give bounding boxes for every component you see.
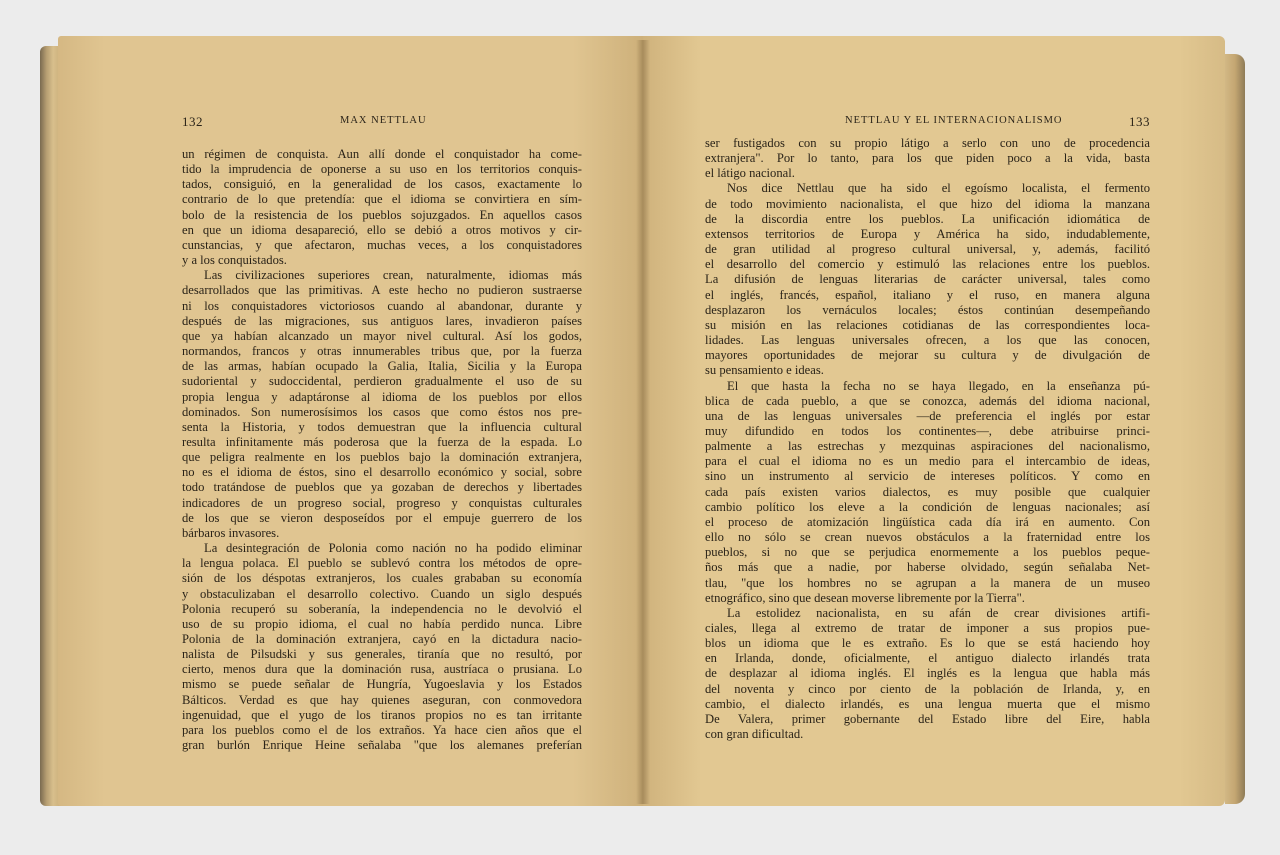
text-line: cambio, el dialecto irlandés, es una lengua muerta que el mismo bbox=[705, 696, 1150, 711]
left-page-header bbox=[182, 114, 582, 132]
text-line: Bálticos. Verdad es que hay quienes aseguran, con conmovedora bbox=[182, 692, 582, 707]
text-line: El que hasta la fecha no se haya llegado, en la enseñanza pú- bbox=[727, 378, 1150, 393]
text-line: De Valera, primer gobernante del Estado libre del Eire, habla bbox=[705, 711, 1150, 726]
text-line: ingenuidad, que el yugo de los tiranos propios no es tan irritante bbox=[182, 707, 582, 722]
text-line: La difusión de lenguas literarias de carácter universal, tales como bbox=[705, 272, 1150, 287]
text-line: de gran utilidad al progreso cultural universal, y, además, facilitó bbox=[705, 242, 1150, 257]
text-line: ser fustigados con su propio látigo a serlo con uno de procedencia bbox=[705, 136, 1150, 150]
text-line: sino un instrumento al servicio de intereses políticos. Y como en bbox=[705, 469, 1150, 484]
text-line: el proceso de atomización lingüística cada día irá en aumento. Con bbox=[705, 514, 1150, 529]
text-line: tido la imprudencia de oponerse a su uso en los territorios conquis- bbox=[182, 162, 582, 177]
text-line: su pensamiento e ideas. bbox=[705, 363, 824, 378]
text-line: en que un idioma desapareció, ello se debió a otros motivos y cir- bbox=[182, 222, 582, 237]
left-running-head: MAX NETTLAU bbox=[340, 115, 427, 126]
text-line: normandos, francos y otras innumerables tribus que, por la fuerza bbox=[182, 344, 582, 359]
text-line: sudoriental y sudoccidental, perdieron gradualmente el uso de su bbox=[182, 374, 582, 389]
text-line: su misión en las relaciones cotidianas de las correspondientes loca- bbox=[705, 317, 1150, 332]
text-line: ello no sólo se crean nuevos obstáculos a la fraternidad entre los bbox=[705, 530, 1150, 545]
text-line: dominados. Son numerosísimos los casos que como éstos nos pre- bbox=[182, 404, 582, 419]
text-line: después de las migraciones, sus antiguos lares, invadieron países bbox=[182, 313, 582, 328]
text-line: ciales, llega al extremo de tratar de imponer a sus propios pue- bbox=[705, 621, 1150, 635]
text-line: contrario de lo que pretendía: que el idioma se convirtiera en sím- bbox=[182, 192, 582, 207]
text-line: extensos territorios de Europa y América ha sido, indudablemente, bbox=[705, 226, 1150, 241]
book-gutter bbox=[636, 40, 650, 804]
text-line: cierto, menos dura que la dominación rusa, austríaca o prusiana. Lo bbox=[182, 662, 582, 677]
text-line: propia lengua y adaptáronse al idioma de los pueblos por ellos bbox=[182, 389, 582, 404]
text-line: la lengua polaca. El pueblo se sublevó contra los métodos de opre- bbox=[182, 556, 582, 571]
left-page-number: 132 bbox=[182, 114, 203, 129]
text-line: el desarrollo del comercio y estimuló las relaciones entre los pueblos. bbox=[705, 257, 1150, 272]
text-line: senta la Historia, y todos demuestran que la influencia cultural bbox=[182, 419, 582, 434]
left-page bbox=[58, 36, 643, 806]
text-line: todo tratándose de pueblos que ya gozaban de derechos y libertades bbox=[182, 480, 582, 495]
text-line: Las civilizaciones superiores crean, naturalmente, idiomas más bbox=[204, 268, 582, 283]
right-page bbox=[643, 36, 1225, 806]
text-line: cunstancias, y que afectaron, muchas veces, a los conquistadores bbox=[182, 237, 582, 252]
text-line: de las armas, habían ocupado la Galia, Italia, Sicilia y la Europa bbox=[182, 359, 582, 374]
right-page-number: 133 bbox=[1129, 114, 1150, 129]
text-line: de los que se vieron desposeídos por el empuje guerrero de los bbox=[182, 510, 582, 525]
text-line: que ya habían alcanzado un mayor nivel cultural. Así los godos, bbox=[182, 328, 582, 343]
text-line: lidades. Las lenguas universales ofrecen, a los que las conocen, bbox=[705, 333, 1150, 348]
text-line: de desplazar al idioma inglés. El inglés es la lengua que habla más bbox=[705, 666, 1150, 681]
text-line: La desintegración de Polonia como nación no ha podido eliminar bbox=[204, 541, 582, 556]
text-line: un régimen de conquista. Aun allí donde el conquistador ha come- bbox=[182, 147, 582, 161]
text-line: extranjera". Por lo tanto, para los que piden poco a la vida, basta bbox=[705, 151, 1150, 166]
text-line: Polonia recuperó su soberanía, la independencia no le devolvió el bbox=[182, 601, 582, 616]
text-line: blos un idioma que le es extraño. Es lo que se está haciendo hoy bbox=[705, 636, 1150, 651]
right-running-head: NETTLAU Y EL INTERNACIONALISMO bbox=[845, 115, 1063, 126]
left-page-text bbox=[182, 147, 582, 753]
text-line: desarrollados que las primitivas. A este hecho no pudieron sustraerse bbox=[182, 283, 582, 298]
text-line: sión de los déspotas extranjeros, los cuales grababan su economía bbox=[182, 571, 582, 586]
text-line: de la discordia entre los pueblos. La unificación idiomática de bbox=[705, 211, 1150, 226]
text-line: mismo se puede señalar de Hungría, Yugoeslavia y los Estados bbox=[182, 677, 582, 692]
text-line: nalista de Pilsudski y sus generales, tiranía que no resultó, por bbox=[182, 647, 582, 662]
text-line: y a los conquistados. bbox=[182, 253, 287, 268]
text-line: no es el idioma de éstos, sino el desarrollo económico y social, sobre bbox=[182, 465, 582, 480]
text-line: bárbaros invasores. bbox=[182, 525, 280, 540]
text-line: gran burlón Enrique Heine señalaba "que los alemanes preferían bbox=[182, 738, 582, 753]
text-line: de todo movimiento nacionalista, el que hizo del idioma la manzana bbox=[705, 196, 1150, 211]
text-line: blica de cada pueblo, a que se conozca, además del idioma nacional, bbox=[705, 393, 1150, 408]
text-line: cambio político los eleve a la condición de lenguas nacionales; así bbox=[705, 499, 1150, 514]
text-line: para los pueblos como el de los extraños. Ya hace cien años que el bbox=[182, 722, 582, 737]
text-line: bolo de la resistencia de los pueblos sojuzgados. En aquellos casos bbox=[182, 207, 582, 222]
text-line: con gran dificultad. bbox=[705, 727, 804, 742]
book-edge-right bbox=[1225, 54, 1245, 804]
text-line: del noventa y cinco por ciento de la población de Irlanda, y, en bbox=[705, 681, 1150, 696]
text-line: y obstaculizaban el desarrollo colectivo. Cuando un siglo después bbox=[182, 586, 582, 601]
right-page-text bbox=[705, 136, 1150, 742]
text-line: el látigo nacional. bbox=[705, 166, 795, 181]
text-line: para el cual el idioma no es un medio para el intercambio de ideas, bbox=[705, 454, 1150, 469]
text-line: ni los conquistadores victoriosos cuando al abandonar, durante y bbox=[182, 298, 582, 313]
text-line: palmente a las estrechas y mezquinas aspiraciones del nacionalismo, bbox=[705, 439, 1150, 454]
text-line: tados, consiguió, en la generalidad de los casos, exactamente lo bbox=[182, 177, 582, 192]
text-line: el inglés, francés, español, italiano y el ruso, en manera alguna bbox=[705, 287, 1150, 302]
text-line: La estolidez nacionalista, en su afán de crear divisiones artifi- bbox=[727, 605, 1150, 620]
text-line: Nos dice Nettlau que ha sido el egoísmo localista, el fermento bbox=[727, 181, 1150, 196]
text-line: muy difundido en todos los continentes—, debe atribuirse princi- bbox=[705, 423, 1150, 438]
text-line: ños más que a nadie, por haberse olvidado, según señalaba Net- bbox=[705, 560, 1150, 575]
text-line: una de las lenguas universales —de preferencia el inglés por estar bbox=[705, 408, 1150, 423]
text-line: que peligra realmente en los pueblos bajo la dominación extranjera, bbox=[182, 450, 582, 465]
text-line: mayores oportunidades de mejorar su cultura y de divulgación de bbox=[705, 348, 1150, 363]
text-line: desplazaron los vernáculos locales; éstos continúan desempeñando bbox=[705, 302, 1150, 317]
text-line: pueblos, si no que se perjudica enormemente a los pueblos peque- bbox=[705, 545, 1150, 560]
text-line: cada país existen varios dialectos, es muy posible que cualquier bbox=[705, 484, 1150, 499]
text-line: uso de su propio idioma, el cual no había perdido nunca. Libre bbox=[182, 616, 582, 631]
open-book bbox=[40, 36, 1245, 814]
text-line: Polonia de la dominación extranjera, cayó en la dictadura nacio- bbox=[182, 632, 582, 646]
text-line: tlau, "que los hombres no se agrupan a la manera de un museo bbox=[705, 575, 1150, 590]
text-line: etnográfico, sino que desean moverse libremente por la Tierra". bbox=[705, 590, 1025, 605]
right-page-header bbox=[705, 114, 1150, 132]
text-line: en Irlanda, donde, oficialmente, el antiguo dialecto irlandés trata bbox=[705, 651, 1150, 666]
text-line: resulta infinitamente más poderosa que la fuerza de la espada. Lo bbox=[182, 434, 582, 449]
text-line: indicadores de un progreso social, progreso y conquistas culturales bbox=[182, 495, 582, 510]
